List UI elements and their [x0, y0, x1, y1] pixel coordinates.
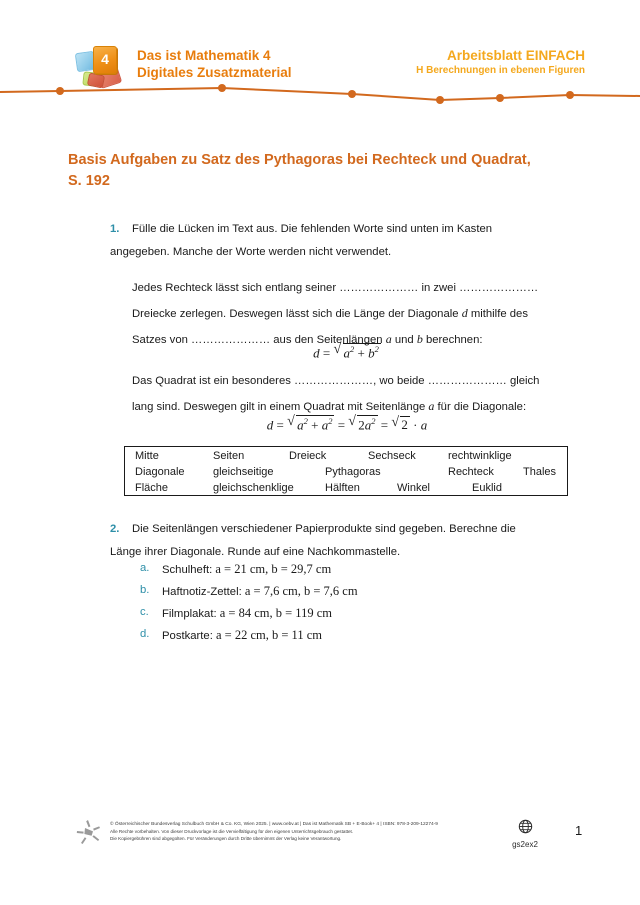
cloze1-blank-1[interactable]: ………………… [339, 282, 419, 294]
subitem-label-a: Schulheft: [162, 564, 213, 576]
cloze1-text-2: in zwei [421, 282, 456, 294]
copyright-block [110, 821, 495, 843]
cloze2-blank-1[interactable]: ………………… [294, 375, 374, 387]
cloze1-text-4: mithilfe des Satzes von [132, 308, 528, 346]
task-item-2 [110, 518, 550, 564]
brand-block [137, 47, 292, 81]
copyright-line-3: Die Kopiergebühren sind abgegolten. Für Veränderungen durch Dritte übernimmt der Verlag keine Verantwortung. [110, 836, 342, 842]
cloze1-text-3: Dreiecke zerlegen. Deswegen lässt sich die Länge der Diagonale [132, 308, 459, 320]
task-2-marker: 2. [110, 523, 120, 535]
logo-number: 4 [101, 51, 109, 67]
cloze1-text-5: aus den Seitenlängen [273, 334, 383, 346]
subitem-content-a [162, 562, 331, 576]
subitem-marker-c: c. [140, 606, 149, 618]
copyright-line-2: Alle Rechte vorbehalten. Von dieser Druckvorlage ist die Vervielfältigung für den eigenen Unterrichtsgebrauch gestattet. [110, 829, 354, 835]
subitem-value-b1: a = 7,6 cm, [244, 584, 301, 598]
subitem-label-d: Postkarte: [162, 630, 213, 642]
word-chip[interactable]: Winkel [397, 482, 431, 494]
cloze1-text-1: Jedes Rechteck lässt sich entlang seiner [132, 282, 337, 294]
page-footer [0, 805, 640, 875]
subitem-value-c1: a = 84 cm, [219, 606, 273, 620]
cloze2-text-2: , wo beide [373, 375, 425, 387]
word-chip[interactable]: gleichseitige [213, 466, 274, 478]
subitem-value-c2: b = 119 cm [275, 606, 332, 620]
word-chip[interactable]: Rechteck [448, 466, 494, 478]
cloze1-text-7: berechnen: [425, 334, 483, 346]
word-chip[interactable]: Seiten [213, 450, 245, 462]
cloze-paragraph-1 [132, 276, 562, 353]
cloze2-text-1: Das Quadrat ist ein besonderes [132, 375, 291, 387]
formula-rectangle-diagonal: d = √ $a^2 + b^2$ [132, 343, 562, 361]
subitem-content-d [162, 628, 322, 642]
cloze2-blank-2[interactable]: ………………… [427, 375, 507, 387]
task-2-text: Die Seitenlängen verschiedener Papierprodukte sind gegeben. Berechne die Länge ihrer Diagonale. Runde auf eine Nachkommastelle. [110, 523, 516, 558]
variable-b: b [416, 332, 423, 346]
word-chip[interactable]: Pythagoras [325, 466, 381, 478]
task-1-marker: 1. [110, 223, 120, 235]
word-chip[interactable]: Fläche [135, 482, 169, 494]
word-bank-row [125, 466, 567, 482]
word-bank-row [125, 482, 567, 498]
online-code-block [500, 819, 550, 849]
task-2-subitem-list [140, 562, 560, 650]
sheet-type-label: Arbeitsblatt EINFACH [446, 48, 585, 63]
cloze2-text-3: gleich lang sind. Deswegen gilt in einem Quadrat mit Seitenlänge [132, 375, 540, 413]
word-chip[interactable]: Mitte [135, 450, 159, 462]
variable-a: a [385, 332, 392, 346]
page-title: Basis Aufgaben zu Satz des Pythagoras bei Rechteck und Quadrat, S. 192 [68, 152, 531, 189]
word-chip[interactable]: rechtwinklige [448, 450, 512, 462]
subitem-label-b: Haftnotiz-Zettel: [162, 586, 242, 598]
subitem-marker-b: b. [140, 584, 150, 596]
subitem-label-c: Filmplakat: [162, 608, 217, 620]
word-chip[interactable]: Euklid [472, 482, 502, 494]
sheet-type-block [416, 47, 585, 78]
cloze1-text-6: und [394, 334, 414, 346]
list-item [140, 628, 560, 650]
cloze2-text-4: für die Diagonale: [437, 401, 527, 413]
globe-icon [518, 819, 533, 834]
cloze1-blank-3[interactable]: ………………… [191, 334, 271, 346]
decorative-zigzag-line [0, 82, 640, 108]
subitem-marker-d: d. [140, 628, 150, 640]
word-chip[interactable]: Hälften [325, 482, 360, 494]
word-bank-box [124, 446, 568, 496]
list-item [140, 606, 560, 628]
brand-subtitle: Digitales Zusatzmaterial [137, 65, 292, 80]
subitem-content-c [162, 606, 332, 620]
variable-d: d [461, 306, 468, 320]
subitem-value-b2: b = 7,6 cm [304, 584, 358, 598]
task-1-text: Fülle die Lücken im Text aus. Die fehlenden Worte sind unten im Kasten angegeben. Manche der Worte werden nicht verwendet. [110, 223, 493, 258]
word-chip[interactable]: gleichschenklige [213, 482, 294, 494]
task-item-1 [110, 218, 550, 264]
word-bank-row [125, 450, 567, 466]
publisher-mark-icon [76, 819, 102, 845]
subitem-value-a1: a = 21 cm, [215, 562, 269, 576]
sheet-topic-label: H Berechnungen in ebenen Figuren [416, 65, 585, 76]
cloze1-blank-2[interactable]: ………………… [459, 282, 539, 294]
online-code-label: gs2ex2 [512, 840, 538, 849]
list-item [140, 584, 560, 606]
word-chip[interactable]: Sechseck [368, 450, 416, 462]
list-item [140, 562, 560, 584]
word-chip[interactable]: Thales [523, 466, 557, 478]
copyright-line-1: © Österreichischer Bundesverlag Schulbuch GmbH & Co. KG, Wien 2025. | www.oebv.at | Das ist Mathematik SB + E-Book+ 4 | ISBN: 978-3-209-12274-9 [110, 822, 438, 827]
subitem-marker-a: a. [140, 562, 150, 574]
logo-cube-orange-icon [93, 46, 117, 74]
variable-a-square: a [428, 399, 435, 413]
cloze-paragraph-2 [132, 369, 562, 420]
subitem-value-d1: a = 22 cm, [215, 628, 269, 642]
page-number: 1 [575, 823, 583, 838]
word-chip[interactable]: Diagonale [135, 466, 185, 478]
subitem-value-d2: b = 11 cm [271, 628, 322, 642]
formula-square-diagonal: d = √ $a^2 + a^2$ = √ $2a^2$ = √ 2 · a [132, 415, 562, 433]
brand-title: Das ist Mathematik 4 [137, 48, 271, 63]
word-chip[interactable]: Dreieck [289, 450, 327, 462]
page-header [0, 0, 640, 110]
subitem-content-b [162, 584, 358, 598]
subitem-value-a2: b = 29,7 cm [271, 562, 332, 576]
